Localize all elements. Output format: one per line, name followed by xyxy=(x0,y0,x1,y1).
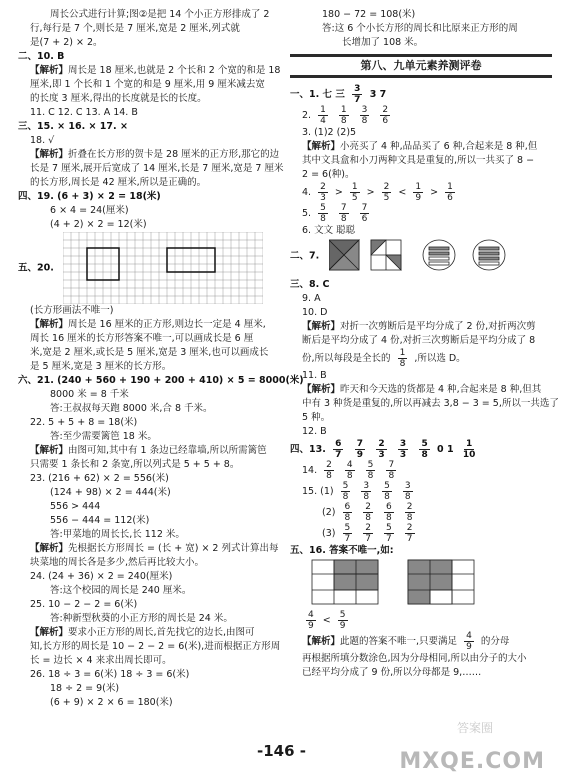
answer-label: 五、20. xyxy=(18,262,54,274)
denominator: 8 xyxy=(344,513,351,523)
text-line: 24. (24 + 36) × 2 = 240(厘米) xyxy=(30,571,173,582)
analysis-text: 要求小正方形的周长,首先找它的边长,由图可 xyxy=(68,627,255,638)
fraction xyxy=(382,182,392,203)
analysis-tag: 【解析】 xyxy=(302,141,341,152)
text-line: (124 + 98) × 2 = 444(米) xyxy=(50,487,171,498)
numerator: 5 xyxy=(342,481,349,491)
text-line: 的长方形,周长是 42 厘米,所以是正确的。 xyxy=(30,177,207,188)
analysis-text: 小亮买了 4 种,品品买了 6 种,合起来是 8 种,但 xyxy=(340,141,538,152)
denominator: 8 xyxy=(406,513,413,523)
fraction xyxy=(363,523,373,544)
fraction xyxy=(345,460,355,481)
answer-label: 15. (1) xyxy=(302,486,334,497)
text-line: 已经平均分成了 9 份,所以分母都是 9,…… xyxy=(302,667,482,678)
text-line: 断后是平均分成了 4 份,对折三次剪断后是平均分成了 8 xyxy=(302,335,536,346)
denominator: 8 xyxy=(320,214,326,224)
text-line: 答:这个校园的周长是 240 厘米。 xyxy=(50,585,192,596)
answer-label: 四、13. xyxy=(290,444,326,455)
analysis-text: 的分母 xyxy=(480,636,510,647)
answer-line xyxy=(290,182,552,203)
denominator: 8 xyxy=(340,116,347,126)
answer-label: 二、7. xyxy=(290,250,320,262)
text-line: 6. 文文 聪聪 xyxy=(302,225,356,236)
answer-line xyxy=(290,105,552,126)
text-line: 长 = 边长 × 4 来求出周长即可。 xyxy=(30,655,172,666)
denominator: 8 xyxy=(361,116,368,126)
analysis-tag: 【解析】 xyxy=(302,321,341,332)
answer-heading xyxy=(290,238,552,278)
numerator: 2 xyxy=(383,182,390,192)
analysis-tag: 【解析】 xyxy=(302,384,341,395)
numerator: 5 xyxy=(367,460,374,470)
answer-label: 一、1. 七 三 xyxy=(290,89,345,100)
answer-line xyxy=(290,481,552,502)
text-line: 其中文具盒和小刀两种文具是重复的,所以一共买了 8 − xyxy=(302,155,535,166)
comparison-sign: > xyxy=(430,187,439,198)
fraction xyxy=(461,439,478,460)
analysis-tag: 【解析】 xyxy=(30,319,69,330)
text-line: 2 = 6(种)。 xyxy=(302,169,355,180)
numerator: 2 xyxy=(378,439,385,449)
fraction xyxy=(318,203,328,224)
answer-text: 3 7 xyxy=(369,89,387,100)
text-line: 答:王叔叔每天跑 8000 米,合 8 千米。 xyxy=(50,403,213,414)
numerator: 7 xyxy=(340,203,347,213)
grid-left xyxy=(312,560,378,604)
text-line: 26. 18 ÷ 3 = 6(米) 18 ÷ 3 = 6(米) xyxy=(30,669,190,680)
fraction xyxy=(306,610,316,631)
text-line: 知,长方形的周长是 10 − 2 − 2 = 6(米),进而根据正方形周 xyxy=(30,641,281,652)
analysis-text: 对折一次剪断后是平均分成了 2 份,对折两次剪 xyxy=(340,321,536,332)
denominator: 5 xyxy=(383,193,390,203)
answer-heading: 三、8. C xyxy=(290,279,330,290)
fraction xyxy=(384,523,394,544)
text-line: 答:甲菜地的周长长,长 112 米。 xyxy=(50,529,185,540)
answer-label: 5. xyxy=(302,208,312,219)
fraction xyxy=(403,481,413,502)
fraction xyxy=(318,105,328,126)
numerator: 4 xyxy=(346,460,353,470)
analysis-text: 先根据长方形周长 = (长 + 宽) × 2 列式计算出每 xyxy=(68,543,279,554)
comparison-sign: > xyxy=(366,187,375,198)
text-line: 556 > 444 xyxy=(50,501,101,512)
answer-line xyxy=(290,502,552,523)
analysis-line xyxy=(18,542,279,556)
fraction xyxy=(386,460,396,481)
text-line: 9. A xyxy=(302,293,321,304)
denominator: 3 xyxy=(378,450,385,460)
denominator: 8 xyxy=(346,471,353,481)
text-line: 25. 10 − 2 − 2 = 6(米) xyxy=(30,599,138,610)
analysis-tag: 【解析】 xyxy=(30,149,69,160)
answer-line xyxy=(290,460,552,481)
fraction xyxy=(384,502,394,523)
numerator: 7 xyxy=(361,203,368,213)
analysis-text: ,所以选 D。 xyxy=(414,353,466,364)
text-line: 10. D xyxy=(302,307,328,318)
numerator: 5 xyxy=(386,523,392,533)
analysis-line xyxy=(290,631,552,652)
answer-label: (2) xyxy=(322,507,336,518)
answer-label: 4. xyxy=(302,187,312,198)
text-line: 3. (1)2 (2)5 xyxy=(302,127,357,138)
numerator: 3 xyxy=(363,481,370,491)
denominator: 7 xyxy=(406,534,413,544)
grid-right xyxy=(408,560,474,604)
fraction xyxy=(350,182,360,203)
denominator: 7 xyxy=(344,534,351,544)
numerator: 3 xyxy=(399,439,407,449)
answer-heading xyxy=(18,232,276,304)
denominator: 7 xyxy=(365,534,371,544)
text-line: 18 ÷ 2 = 9(米) xyxy=(50,683,120,694)
answer-line xyxy=(290,523,552,544)
answer-heading: 六、21. (240 + 560 + 190 + 200 + 410) × 5 = 8000(米) xyxy=(18,375,304,386)
denominator: 4 xyxy=(320,116,326,126)
answer-line xyxy=(290,348,552,369)
text-line: (长方形画法不唯一) xyxy=(30,305,114,316)
numerator: 4 xyxy=(308,610,314,620)
denominator: 8 xyxy=(367,471,374,481)
answer-heading: 二、10. B xyxy=(18,51,65,62)
fraction xyxy=(333,439,343,460)
oval-figure-1 xyxy=(423,240,455,270)
denominator: 9 xyxy=(415,193,422,203)
numerator: 6 xyxy=(386,502,392,512)
text-line: 11. C 12. C 13. A 14. B xyxy=(30,107,138,118)
fraction xyxy=(398,348,408,369)
analysis-text: 由图可知,其中有 1 条边已经靠墙,所以所需篱笆 xyxy=(68,445,267,456)
fraction xyxy=(366,460,376,481)
watermark-small: 答案圈 xyxy=(456,721,493,735)
numerator: 1 xyxy=(447,182,453,192)
numerator: 7 xyxy=(356,439,363,449)
analysis-tag: 【解析】 xyxy=(30,65,69,76)
coloring-grid-figure xyxy=(302,558,522,608)
answer-heading: 五、16. 答案不唯一,如: xyxy=(290,545,394,556)
square-diagonal-figure-2 xyxy=(371,240,401,270)
fraction xyxy=(445,182,455,203)
numerator: 2 xyxy=(365,523,371,533)
numerator: 6 xyxy=(335,439,342,449)
numerator: 6 xyxy=(344,502,351,512)
fraction xyxy=(360,105,370,126)
comparison-sign: < xyxy=(398,187,407,198)
analysis-line xyxy=(290,383,552,397)
fraction xyxy=(405,523,415,544)
text-line: 只需要 1 条长和 2 条宽,所以列式是 5 + 5 + 8。 xyxy=(30,459,240,470)
fraction xyxy=(380,105,390,126)
text-line: 答:至少需要篱笆 18 米。 xyxy=(50,431,157,442)
numerator: 7 xyxy=(388,460,395,470)
numerator: 2 xyxy=(365,502,371,512)
fraction xyxy=(413,182,423,203)
text-line: 11. B xyxy=(302,370,327,381)
analysis-text: 周长是 18 厘米,也就是 2 个长和 2 个宽的和是 18 xyxy=(68,65,281,76)
square-diagonal-figure-1 xyxy=(329,240,359,270)
text-line: 6 × 4 = 24(厘米) xyxy=(50,205,129,216)
text-line: 长增加了 108 米。 xyxy=(342,37,424,48)
comparison-sign: < xyxy=(322,615,331,626)
text-line: (4 + 2) × 2 = 12(米) xyxy=(50,219,147,230)
denominator: 9 xyxy=(466,642,472,652)
text-line: 答:这 6 个小长方形的周长和比原来正方形的周 xyxy=(322,23,518,34)
analysis-tag: 【解析】 xyxy=(30,627,69,638)
numerator: 2 xyxy=(406,523,413,533)
denominator: 8 xyxy=(399,359,406,369)
denominator: 8 xyxy=(404,492,411,502)
answer-label: (3) xyxy=(322,528,336,539)
numerator: 3 xyxy=(361,105,368,115)
text-line: 的长度 3 厘米,得出的长度就是长的长度。 xyxy=(30,93,207,104)
denominator: 8 xyxy=(342,492,349,502)
numerator: 1 xyxy=(399,348,406,358)
analysis-text: 周长是 16 厘米的正方形,则边长一定是 4 厘米, xyxy=(68,319,266,330)
numerator: 1 xyxy=(320,105,326,115)
denominator: 7 xyxy=(335,450,342,460)
denominator: 9 xyxy=(339,621,346,631)
square-rectangle-grid-figure xyxy=(63,232,263,304)
denominator: 7 xyxy=(386,534,392,544)
analysis-tag: 【解析】 xyxy=(302,636,341,647)
analysis-line xyxy=(290,320,552,334)
analysis-line xyxy=(18,318,276,332)
analysis-line xyxy=(290,140,552,154)
text-line: 23. (216 + 62) × 2 = 556(米) xyxy=(30,473,169,484)
answer-heading xyxy=(290,84,552,105)
text-line: 是 5 厘米,宽是 3 厘米的长方形。 xyxy=(30,361,172,372)
denominator: 6 xyxy=(382,116,389,126)
fraction xyxy=(343,502,353,523)
fraction xyxy=(339,203,349,224)
text-line: 是(7 + 2) × 2。 xyxy=(30,37,103,48)
text-line: (6 + 9) × 2 × 6 = 180(米) xyxy=(50,697,173,708)
denominator: 8 xyxy=(421,450,428,460)
analysis-text: 份,所以每段是全长的 xyxy=(302,353,391,364)
text-line: 22. 5 + 5 + 8 = 18(米) xyxy=(30,417,138,428)
denominator: 8 xyxy=(340,214,347,224)
numerator: 1 xyxy=(351,182,358,192)
denominator: 9 xyxy=(308,621,314,631)
fraction xyxy=(363,502,373,523)
fraction xyxy=(405,502,415,523)
fraction xyxy=(341,481,351,502)
fraction xyxy=(360,203,370,224)
text-line: 长是 7 厘米,展开后宽成了 14 厘米,长是 7 厘米,宽是 7 厘米 xyxy=(30,163,284,174)
fraction xyxy=(338,610,348,631)
fraction xyxy=(355,439,365,460)
denominator: 8 xyxy=(384,492,390,502)
fraction xyxy=(343,523,353,544)
answer-heading: 四、19. (6 + 3) × 2 = 18(米) xyxy=(18,191,161,202)
analysis-tag: 【解析】 xyxy=(30,543,69,554)
text-line: 周长 16 厘米的长方形答案不唯一,可以画成长是 6 厘 xyxy=(30,333,254,344)
text-line: 块菜地的周长各是多少,然后再比较大小。 xyxy=(30,557,205,568)
comparison-sign: > xyxy=(334,187,343,198)
text-line: 5 种。 xyxy=(302,412,331,423)
text-line: 12. B xyxy=(302,426,327,437)
fraction-coloring-figure xyxy=(329,238,529,274)
fraction xyxy=(382,481,392,502)
numerator: 4 xyxy=(466,631,472,641)
fraction xyxy=(352,84,362,105)
numerator: 5 xyxy=(384,481,390,491)
fraction xyxy=(324,460,334,481)
answer-line xyxy=(290,203,552,224)
fraction xyxy=(464,631,474,652)
answer-heading xyxy=(290,439,552,460)
numerator: 5 xyxy=(320,203,326,213)
analysis-tag: 【解析】 xyxy=(30,445,69,456)
numerator: 1 xyxy=(340,105,347,115)
analysis-line xyxy=(18,626,276,640)
numerator: 1 xyxy=(466,439,473,449)
text-line: 答:种新型秋葵的小正方形的周长是 24 米。 xyxy=(50,613,233,624)
left-column xyxy=(18,8,304,710)
denominator: 3 xyxy=(320,193,326,203)
text-line: 180 − 72 = 108(米) xyxy=(322,9,416,20)
text-line: 行,每行是 7 个,则长是 7 厘米,宽是 2 厘米,列式就 xyxy=(30,23,240,34)
numerator: 2 xyxy=(406,502,413,512)
denominator: 6 xyxy=(447,193,453,203)
denominator: 10 xyxy=(462,450,476,460)
page-number: -146 - xyxy=(257,742,306,760)
text-line: 中有 3 种货是重复的,所以再减去 3,8 − 3 = 5,所以一共选了 xyxy=(302,398,559,409)
denominator: 8 xyxy=(365,513,371,523)
numerator: 3 xyxy=(404,481,411,491)
text-line: 556 − 444 = 112(米) xyxy=(50,515,150,526)
denominator: 5 xyxy=(351,193,358,203)
right-column xyxy=(290,8,559,680)
answer-label: 14. xyxy=(302,465,318,476)
numerator: 2 xyxy=(326,460,332,470)
denominator: 8 xyxy=(363,492,370,502)
numerator: 1 xyxy=(415,182,422,192)
denominator: 7 xyxy=(354,95,361,105)
denominator: 9 xyxy=(356,450,363,460)
numerator: 5 xyxy=(339,610,346,620)
text-line: 米,宽是 2 厘米,或长是 5 厘米,宽是 3 厘米,也可以画成长 xyxy=(30,347,269,358)
text-line: 周长公式进行计算;图②是把 14 个小正方形排成了 2 xyxy=(50,9,270,20)
section-title: 第八、九单元素养测评卷 xyxy=(290,54,552,78)
text-line: 18. √ xyxy=(30,135,55,146)
numerator: 3 xyxy=(354,84,361,94)
denominator: 8 xyxy=(386,513,392,523)
denominator: 8 xyxy=(326,471,332,481)
fraction xyxy=(361,481,371,502)
fraction xyxy=(398,439,408,460)
numerator: 2 xyxy=(320,182,326,192)
fraction xyxy=(339,105,349,126)
denominator: 3 xyxy=(399,450,407,460)
analysis-text: 此题的答案不唯一,只要满足 xyxy=(340,636,458,647)
analysis-text: 昨天和今天选的货都是 4 种,合起来是 8 种,但其 xyxy=(340,384,542,395)
answer-line xyxy=(290,610,552,631)
analysis-line xyxy=(18,148,280,162)
grid-figures-row xyxy=(290,558,552,610)
numerator: 2 xyxy=(382,105,389,115)
fraction xyxy=(318,182,328,203)
answer-heading: 三、15. × 16. × 17. × xyxy=(18,121,128,132)
answer-label: 2. xyxy=(302,110,312,121)
text-line: 厘米,即 1 个长和 1 个宽的和是 9 厘米,用 9 厘米减去宽 xyxy=(30,79,265,90)
numerator: 5 xyxy=(344,523,351,533)
denominator: 6 xyxy=(361,214,368,224)
analysis-text: 折叠在长方形的贺卡是 28 厘米的正方形,那它的边 xyxy=(68,149,280,160)
watermark: MXQE.COM xyxy=(399,749,545,774)
text-line: 8000 米 = 8 千米 xyxy=(50,389,129,400)
fraction xyxy=(419,439,429,460)
analysis-line xyxy=(18,444,276,458)
answer-text: 0 1 xyxy=(437,444,454,455)
analysis-line xyxy=(18,64,281,78)
fraction xyxy=(376,439,386,460)
numerator: 5 xyxy=(421,439,428,449)
oval-figure-2 xyxy=(473,240,505,270)
text-line: 再根据所填分数涂色,因为分母相同,所以由分子的大小 xyxy=(302,653,527,664)
denominator: 8 xyxy=(388,471,395,481)
